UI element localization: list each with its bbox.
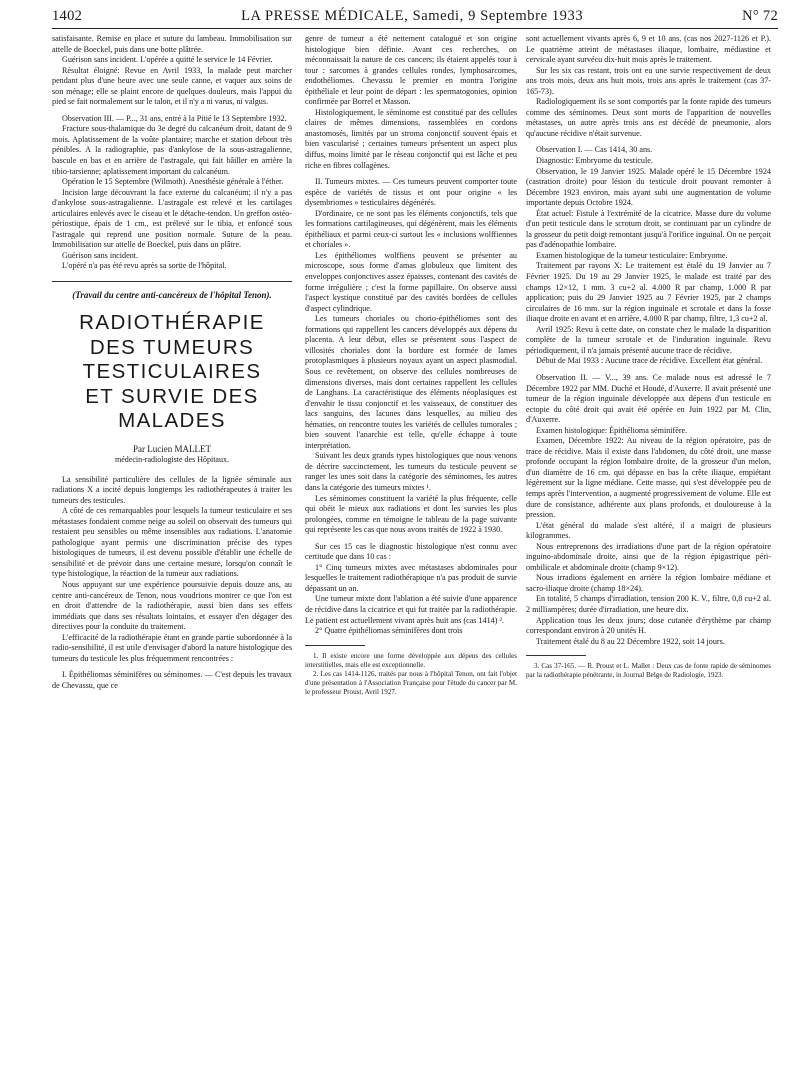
observation-heading: Observation III. — P..., 31 ans, entré à la Pitié le 13 Septembre 1932. [62,113,287,123]
paragraph: Opération le 15 Septembre (Wilmoth). Anesthésie générale à l'éther. [62,177,284,187]
paragraph: Examen histologique de la tumeur testiculaire: Embryome. [536,250,728,260]
author-affiliation: médecin-radiologiste des Hôpitaux. [115,454,229,464]
paragraph: Les tumeurs choriales ou chorio-épithéliomes sont des formations qui rappellent les cancers développés aux dépens du placenta. A leur début, elles se présentent sous l'aspect de villosités choriales dont la bordure est formée de lames protoplasmiques à plusieurs noyaux ayant un aspect plasmodial. Sous ce revêtement, on observe des cellules nombreuses de dimensions diverses, mais dont certaines rappellent les cellules de Langhans. La caractéristique des éléments néoplasiques est d'envahir le tissu conjonctif et les vaisseaux, de constituer des lacs sanguins, des lacunes dans lesquelles, au milieu des hématies, on rencontre toutes les variétés de cellules tumorales ; bien souvent l'anarchie est telle, qu'elle échappe à toute interprétation. [305,314,517,450]
paragraph: Incision large découvrant la face externe du calcanéum; il n'y a pas d'ankylose sous-astragalienne. L'astragale est relevé et les cartilages articulaires enlevés avec le ciseau et le détache-tendon. Un greffon ostéo-périostique, épais de 1 cm., est prélevé sur le tibia, et enfoncé sous l'astragale qui reprend une position normale. Suture de la peau. Immobilisation sur attelle de Boeckel, puis dans un plâtre. [52,187,292,250]
paragraph: Les épithéliomes wolffiens peuvent se présenter au microscope, sous forme d'amas globuleux que limitent des enveloppes conjonctives assez épaisses, contenant des cavités de forme irrégulière ; c'est la forme papillaire. On observe aussi l'aspect kystique constitué par des cavités bordées de cellules d'aspect cylindrique. [305,250,517,313]
paragraph: Guérison sans incident. [62,250,139,260]
title-line: RADIOTHÉRAPIE [79,311,265,335]
column-middle [305,34,517,697]
journal-title: LA PRESSE MÉDICALE, Samedi, 9 Septembre 1933 [241,8,584,24]
observation-heading: Observation I. — Cas 1414, 30 ans. [536,145,653,155]
footnote-divider [305,645,365,646]
paragraph: L'état général du malade s'est altéré, il a maigri de plusieurs kilogrammes. [526,520,771,541]
article-author: Par Lucien MALLET [133,443,211,454]
paragraph: genre de tumeur a été nettement catalogué et son origine histologique bien définie. Avant ces recherches, on méconnaissait la nature de ces cancers; ils étaient appelés tour à tour : sarcomes à grandes cellules rondes, lymphosarcomes, endothéliomes. Chevassu le premier en montra l'origine épithéliale et leur point de départ : les spermatogonies, opinion confirmée par Borrel et Masson. [305,34,517,107]
paragraph: L'opéré n'a pas été revu après sa sortie de l'hôpital. [62,261,227,271]
paragraph: Sur les six cas restant, trois ont eu une survie respectivement de deux ans trois mois, deux ans huit mois, trois ans après le traitement (cas 37-165-73). [526,65,771,96]
footnote: 2. Les cas 1414-1126, traités par nous à l'hôpital Tenon, ont fait l'objet d'une présentation à l'Association Française pour l'étude du cancer par M. le professeur Proust, Avril 1927. [305,669,517,696]
paragraph: A côté de ces remarquables pour lesquels la tumeur testiculaire et ses métastases fondaient comme neige au soleil on observait des tumeurs qui restaient peu sensibles ou même insensibles aux radiations. L'anatomie pathologique ayant permis une discrimination précise des types histologiques de tumeurs, il est devenu possible d'établir une échelle de sensibilité et de prévoir dans une certaine mesure, lorsqu'on connaît le type histologique, la réaction de la tumeur aux radiations. [52,506,292,579]
paragraph: satisfaisante. Remise en place et suture du lambeau. Immobilisation sur attelle de Boeckel, puis dans une botte plâtrée. [52,34,292,54]
column-right [526,34,771,680]
running-header [52,8,778,29]
paragraph: Nous appuyant sur une expérience poursuivie depuis douze ans, au centre anti-cancéreux de Tenon, nous voudrions montrer ce que l'on est en droit d'attendre de la radiothérapie, aussi bien dans ses effets immédiats que dans ses résultats lointains, et essayer d'en dégager des directives pour la conduite du traitement. [52,580,292,632]
paragraph: Examen histologique: Épithélioma séminifère. [536,425,688,435]
title-line: TESTICULAIRES [82,360,262,384]
paragraph: L'efficacité de la radiothérapie étant en grande partie subordonnée à la radio-sensibilité, il est utile d'envisager d'abord la nature histologique des tumeurs du testicule les plus fréquemment rencontrées : [52,632,292,663]
paragraph: 1° Cinq tumeurs mixtes avec métastases abdominales pour lesquelles le traitement radiothérapique n'a pas produit de survie dépassant un an. [305,562,517,593]
section-heading: I. Épithéliomas séminifères ou séminomes. — C'est depuis les travaux de Chevassu, que ce [52,670,292,690]
footnote: 3. Cas 37-165. — R. Proust et L. Mallet : Deux cas de fonte rapide de séminomes par la radiothérapie pénétrante, in Journal Belge de Radiologie, 1923. [526,662,771,680]
paragraph: Traitement étalé du 8 au 22 Décembre 1922, soit 14 jours. [536,636,725,646]
paragraph: Avril 1925: Revu à cette date, on constate chez le malade la disparition complète de la tumeur scrotale et de l'induration inguinale. Revu périodiquement, il n'a jamais présenté aucune trace de récidive. [526,324,771,355]
article-title [52,311,292,434]
paragraph: D'ordinaire, ce ne sont pas les éléments conjonctifs, tels que les formations cartilagineuses, qui dégénèrent, mais les éléments épithéliaux et parmi ceux-ci surtout les « inclusions wolffiennes et choriales ». [305,208,517,250]
paragraph: Application tous les deux jours; dose cutanée d'érythème par champ correspondant environ à 20 unités H. [526,615,771,636]
paragraph: Fracture sous-thalamique du 3e degré du calcanéum droit, datant de 9 mois. Aplatissement de la voûte plantaire; marche et station debout très pénibles. A la radiographie, pas d'ankylose de la sous-astragalienne, bascule en bas et en arrière de l'astragale, qui fait bâiller en arrière la tibio-tarsienne; aplatissement important du calcanéum. [52,124,292,176]
footnotes [526,662,771,680]
paragraph: État actuel: Fistule à l'extrémité de la cicatrice. Masse dure du volume d'un petit testicule dans le scrotum droit, se continuant par un cylindre de la grosseur du petit doigt remontant jusqu'à l'orifice inguinal. On ne perçoit pas d'adénopathie lombaire. [526,208,771,250]
footnotes [305,652,517,697]
article-credit: (Travail du centre anti-cancéreux de l'hôpital Tenon). [72,290,272,301]
title-line: ET SURVIE DES MALADES [85,384,259,433]
column-left [52,34,292,691]
section-heading: II. Tumeurs mixtes. — Ces tumeurs peuvent comporter toute espèce de variétés de tissus et ont pour origine « les dysembriomes » testiculaires dégénérés. [305,177,517,208]
paragraph: sont actuellement vivants après 6, 9 et 10 ans, (cas nos 2027-1126 et P.). Le quatrième atteint de métastases iliaque, lombaire, médiastine et cervicale ayant survécu dix-huit mois après le traitement. [526,34,771,65]
paragraph: 2° Quatre épithéliomas séminifères dont trois [315,626,463,636]
paragraph: Observation, le 19 Janvier 1925. Malade opéré le 15 Décembre 1924 (castration droite) pour lésion du testicule droit pouvant remonter à Décembre 1923 environ, mais ayant subi une augmentation de volume importante depuis Octobre 1924. [526,166,771,208]
paragraph: Les séminomes constituent la variété la plus fréquente, celle qui obéit le mieux aux radiations et dont les survies les plus prolongées, comme en témoigne le tableau de la page suivante qui représente les cas que nous avons traités de 1922 à 1930. [305,493,517,535]
paragraph: Sur ces 15 cas le diagnostic histologique n'est connu avec certitude que dans 10 cas : [305,541,517,562]
title-line: DES TUMEURS [89,335,255,359]
paragraph: Suivant les deux grands types histologiques que nous venons de décrire succinctement, les tumeurs du testicule peuvent se ranger les unes soit dans la catégorie des séminomes, les autres dans la catégorie des tumeurs mixtes ¹. [305,451,517,492]
paragraph: En totalité, 5 champs d'irradiation, tension 200 K. V., filtre, 0,8 cu+2 al. 2 milliampères; durée d'irradiation, une heure dix. [526,594,771,614]
paragraph: La sensibilité particulière des cellules de la lignée séminale aux radiations X a incité depuis longtemps les radiothérapeutes à traiter les tumeurs des testicules. [52,474,292,505]
paragraph: Nous entreprenons des irradiations d'une part de la région opératoire inguino-abdominale droite, ainsi que de la région épigastrique péri-ombilicale et abdominale droite (champ 9×12). [526,541,771,572]
paragraph: Examen, Décembre 1922: Au niveau de la région opératoire, pas de trace de récidive. Mais il existe dans l'abdomen, du côté droit, une masse profonde occupant la région lombaire droite, de la grosseur d'un melon, d'un diamètre de 16 cm. qui dépasse en bas la crête iliaque, empiétant légèrement sur la ligne médiane. Cette masse, qui s'est développée peu de temps après l'intervention, a augmenté progressivement de volume. Elle est dure de consistance, adhérente aux plans profonds, et douloureuse à la pression. [526,436,771,520]
paragraph: Traitement par rayons X: Le traitement est étalé du 19 Janvier au 7 Février 1925. Du 19 au 29 Janvier 1925, le malade est traité par des champs 12×12, 1 mm. 3 cu+2 al. 4.000 R par champ, 1.000 R par application; puis du 29 Janvier 1925 au 7 Février 1925, par 2 champs circulaires de 16 mm. sur la région inguinale et scrotale et dans la fosse iliaque droite en avant et en arrière, 4.000 R par champ, filtre, 1,3 cu+2 al. [526,261,771,324]
paragraph: Guérison sans incident. L'opérée a quitté le service le 14 Février. [62,55,273,65]
paragraph: Diagnostic: Embryome du testicule. [536,156,653,166]
footnote: 1. Il existe encore une forme développée aux dépens des cellules interstitielles, mais elle est exceptionnelle. [305,651,517,669]
issue-number: N° 72 [742,8,778,24]
paragraph: Histologiquement, le séminome est constitué par des cellules claires de mêmes dimensions, rassemblées en cordons anastomosés, limités par un stroma conjonctif souvent épais et bien vascularisé ; certaines tumeurs présentent un aspect plus diffus, moins limité par le réseau conjonctif qui est lâche et peu riche en fibres collagènes. [305,107,517,170]
paragraph: Résultat éloigné: Revue en Avril 1933, la malade peut marcher pendant plus d'une heure avec une seule canne, et vaquer aux soins de son ménage; elle se plaint encore de quelques douleurs, mais l'appui du pied se fait normalement sur le talon, et il n'y a ni varus, ni valgus. [52,65,292,107]
paragraph: Nous irradions également en arrière la région lombaire médiane et sacro-iliaque droite (champ 18×24). [526,573,771,593]
observation-heading: Observation II. — V..., 39 ans. Ce malade nous est adressé le 7 Décembre 1922 par MM. Duché et Houdé, d'Auxerre. Il avait présenté une tumeur de la région inguinale développée aux dépens d'un testicule en ectopie du côté droit qui avait été opérée en Juin 1922 par M. Clin, d'Auxerre. [526,372,771,425]
paragraph: Une tumeur mixte dont l'ablation a été suivie d'une apparence de récidive dans la cicatrice et qui fut traitée par la radiothérapie. Le patient est actuellement vivant après huit ans (cas 1414) ². [305,594,517,625]
page-number: 1402 [52,8,83,24]
paragraph: Début de Mai 1933 : Aucune trace de récidive. Excellent état général. [536,356,763,366]
paragraph: Radiologiquement ils se sont comportés par la fonte rapide des tumeurs comme des séminomes. Deux sont morts de l'apparition de nouvelles métastases, un autre après trois ans est décédé de pneumonie, alors qu'aucune récidive n'était survenue. [526,97,771,138]
section-divider [52,281,292,282]
footnote-divider [526,655,586,656]
